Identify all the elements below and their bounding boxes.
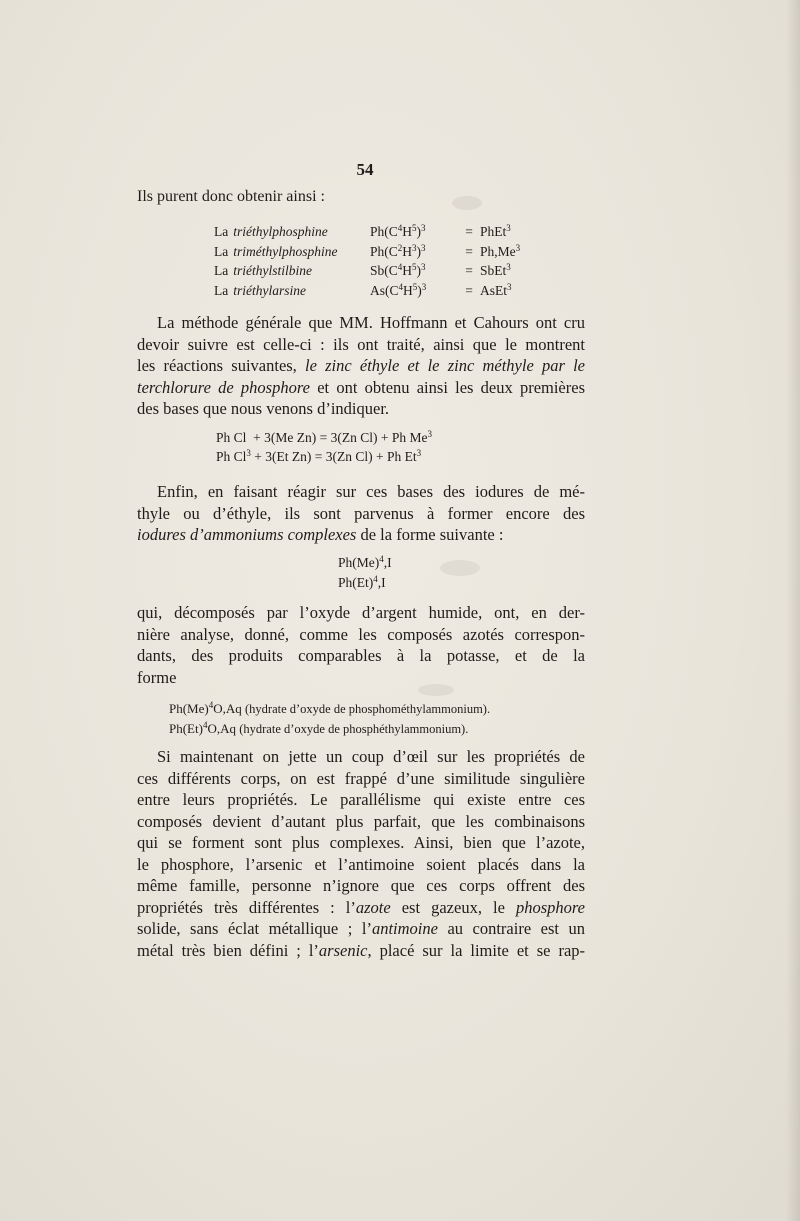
hydrate-row [169, 719, 490, 739]
compound-article: La [214, 243, 229, 259]
text-line: Enfin, en faisant réagir sur ces bases des iodures de mé- [157, 482, 585, 501]
compound-name: triéthylphosphine [233, 224, 328, 239]
intro-line: Ils purent donc obtenir ainsi : [137, 188, 325, 205]
text-line: même famille, personne n’ignore que ces corps offrent des [137, 876, 585, 895]
compound-formula: $Ph(C^2H^3)^3$ [370, 242, 426, 259]
text-line: thyle ou d’éthyle, ils sont parvenus à former encore des [137, 503, 585, 523]
page-number: 54 [356, 160, 374, 179]
text-line: composés devient d’autant plus parfait, que les combinaisons [137, 811, 585, 831]
compound-row [214, 261, 540, 281]
paragraph-method [137, 312, 585, 420]
equals-sign: = [465, 243, 473, 259]
hydrate-formula: $Ph(Me)^4O,Aq$ [169, 700, 242, 716]
compound-formula: $Sb(C^4H^5)^3$ [370, 262, 426, 278]
text-line: devoir suivre est celle-ci : ils ont traité, ainsi que le montrent [137, 334, 585, 354]
compound-row [214, 281, 540, 301]
compound-notation: AsEt$^3$ [480, 281, 512, 298]
text-line: les réactions suivantes, le zinc éthyle et le zinc méthyle par le [137, 356, 585, 375]
compound-notation: SbEt$^3$ [480, 262, 511, 278]
text-line: iodures d’ammoniums complexes de la forme suivante : [137, 525, 504, 544]
text-line: des bases que nous venons d’indiquer. [137, 399, 390, 418]
equals-sign: = [465, 224, 473, 239]
reaction-equation: Ph $Cl^3 + 3(Et$ Zn) = 3(Zn Cl) + Ph Et$^3$ [216, 448, 422, 464]
hydrate-formula: $Ph(Et)^4O,Aq$ [169, 720, 236, 736]
compound-name: triméthylphosphine [233, 243, 338, 259]
compound-article: La [214, 282, 229, 298]
compound-name: triéthylstilbine [233, 263, 312, 278]
paragraph-properties [137, 746, 585, 961]
compound-row [214, 222, 540, 242]
text-line: métal très bien défini ; l’arsenic, placé sur la limite et se rap- [137, 940, 586, 960]
equals-sign: = [465, 263, 473, 278]
compound-formula: $As(C^4H^5)^3$ [370, 281, 427, 298]
reaction-equation: Ph Cl + 3(Me Zn) = 3(Zn Cl) + Ph Me$^3$ [216, 429, 432, 445]
hydrate-formulas [169, 699, 490, 739]
iodide-formula: $Ph(Et)^4,I$ [338, 574, 386, 590]
compound-article: La [214, 263, 229, 278]
text-line: qui se forment sont plus complexes. Ainsi, bien que l’azote, [137, 833, 585, 852]
equals-sign: = [465, 282, 473, 298]
text-line: ces différents corps, on est frappé d’une similitude singulière [137, 768, 585, 788]
hydrate-row [169, 699, 490, 719]
page-edge-shadow [786, 0, 800, 1221]
text-line: forme [137, 667, 177, 687]
compound-article: La [214, 224, 229, 239]
paragraph-oxide [137, 602, 585, 688]
reaction-equations [216, 428, 432, 466]
text-line: Si maintenant on jette un coup d’œil sur les propriétés de [157, 747, 585, 766]
compound-list [214, 222, 540, 300]
iodide-formula: $Ph(Me)^4,I$ [338, 554, 392, 570]
text-line: propriétés très différentes : l’azote est gazeux, le phosphore [137, 897, 585, 917]
compound-name: triéthylarsine [233, 282, 306, 298]
compound-notation: PhEt$^3$ [480, 223, 511, 239]
compound-formula: $Ph(C^4H^5)^3$ [370, 223, 426, 239]
compound-row [214, 242, 540, 262]
text-line: nière analyse, donné, comme les composés azotés correspon- [137, 624, 585, 644]
text-line: entre leurs propriétés. Le parallélisme qui existe entre ces [137, 790, 585, 809]
hydrate-note: (hydrate d’oxyde de phosphométhylammonium). [245, 702, 491, 716]
text-line: terchlorure de phosphore et ont obtenu ainsi les deux premières [137, 377, 585, 397]
hydrate-note: (hydrate d’oxyde de phosphéthylammonium). [239, 722, 469, 736]
iodide-formulas [338, 553, 392, 593]
compound-notation: Ph,Me$^3$ [480, 242, 521, 259]
text-line: le phosphore, l’arsenic et l’antimoine soient placés dans la [137, 854, 585, 874]
text-line: La méthode générale que MM. Hoffmann et Cahours ont cru [157, 313, 585, 332]
paragraph-iodides [137, 481, 585, 546]
text-line: qui, décomposés par l’oxyde d’argent humide, ont, en der- [137, 603, 585, 622]
paper-stain [440, 560, 480, 576]
text-line: dants, des produits comparables à la potasse, et de la [137, 646, 585, 665]
text-line: solide, sans éclat métallique ; l’antimoine au contraire est un [137, 919, 585, 938]
